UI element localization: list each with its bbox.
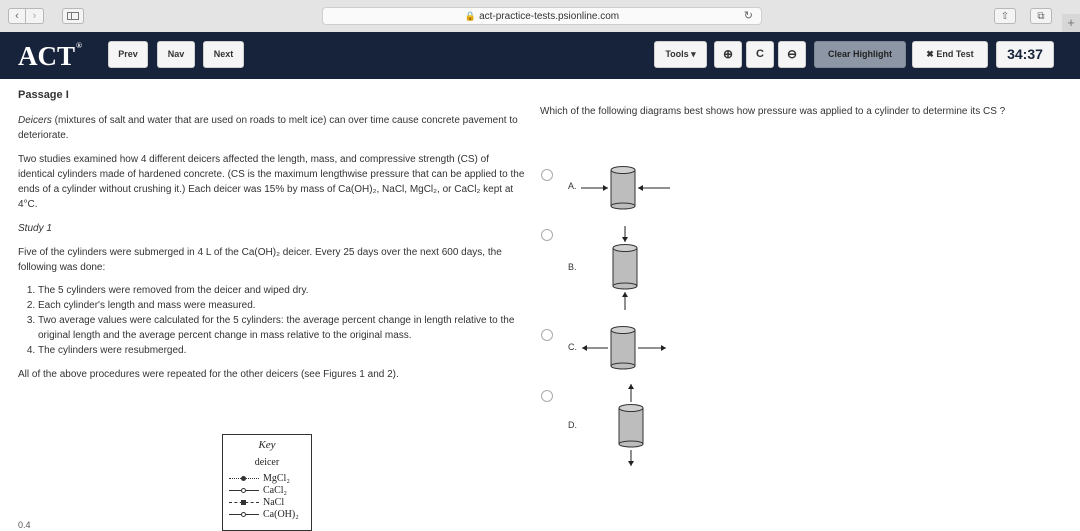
reset-zoom-icon[interactable]: C (746, 41, 774, 68)
back-icon[interactable]: ‹ (8, 8, 26, 24)
key-entry (229, 509, 299, 520)
key-label: Ca(OH)₂ (263, 509, 299, 520)
nav-button[interactable]: Nav (157, 41, 195, 68)
option-d-radio[interactable] (541, 390, 553, 402)
address-bar[interactable] (322, 7, 762, 25)
intro-text: (mixtures of salt and water that are used on roads to melt ice) can over time cause concrete pavement to deteriorate. (18, 115, 518, 141)
option-label: A. (568, 181, 577, 191)
key-entry (229, 473, 290, 484)
diagram-c (578, 324, 672, 372)
key-label: NaCl (263, 497, 285, 508)
next-button[interactable]: Next (203, 41, 244, 68)
tools-dropdown[interactable]: Tools ▾ (654, 41, 707, 68)
act-logo: ACT® (18, 41, 82, 71)
new-tab-icon[interactable]: + (1062, 14, 1080, 32)
passage-paragraph: All of the above procedures were repeated for the other deicers (see Figures 1 and 2). (18, 369, 399, 380)
key-label: CaCl₂ (263, 485, 288, 496)
passage-paragraph: Two studies examined how 4 different deicers affected the length, mass, and compressive strength (CS) of identical cylinders made of hardened concrete. (CS is the maximum lengthwise pressure that can be applied to the ends of a cylinder without crushing it.) Each deicer was 15% by mass of Ca(OH)₂, NaCl, MgCl₂, or CaCl₂ kept at 4°C. (18, 154, 525, 210)
option-label: B. (568, 262, 577, 272)
passage-panel (18, 88, 528, 382)
figure-axis-label: 0.4 (18, 520, 31, 530)
list-item: 4. The cylinders were resubmerged. (38, 343, 528, 358)
option-a-diagram[interactable] (578, 164, 678, 212)
option-label: C. (568, 342, 577, 352)
clear-highlight-button[interactable]: Clear Highlight (814, 41, 906, 68)
key-entry (229, 497, 284, 508)
question-text: Which of the following diagrams best shows how pressure was applied to a cylinder to determine its CS ? (540, 106, 1006, 117)
key-subtitle: deicer (254, 457, 280, 468)
figure-key (222, 434, 312, 531)
share-icon[interactable]: ⇧ (994, 8, 1016, 24)
passage-intro (18, 113, 528, 143)
option-d-diagram[interactable] (614, 384, 648, 468)
timer: 34:37 (996, 41, 1054, 68)
url-text: act-practice-tests.psionline.com (479, 11, 620, 22)
key-title: Key (258, 439, 276, 451)
passage-paragraph: Five of the cylinders were submerged in 4 L of the Ca(OH)₂ deicer. Every 25 days over the next 600 days, the following was done: (18, 247, 502, 273)
list-item: 3. Two average values were calculated for the 5 cylinders: the average percent change in length relative to the original length and the average percent change in mass relative to the original mass. (38, 313, 528, 343)
key-entry (229, 485, 287, 496)
zoom-out-icon[interactable]: ⊖ (778, 41, 806, 68)
zoom-in-icon[interactable]: ⊕ (714, 41, 742, 68)
option-c-radio[interactable] (541, 329, 553, 341)
option-c-diagram[interactable] (578, 324, 672, 372)
sidebar-toggle-icon[interactable] (62, 8, 84, 24)
end-test-button[interactable]: ✖ End Test (912, 41, 988, 68)
option-b-radio[interactable] (541, 229, 553, 241)
tabs-icon[interactable]: ⧉ (1030, 8, 1052, 24)
diagram-d (614, 384, 648, 468)
option-b-diagram[interactable] (608, 226, 642, 310)
study-heading: Study 1 (18, 223, 52, 234)
key-label: MgCl₂ (263, 473, 290, 484)
list-item: 2. Each cylinder's length and mass were measured. (38, 298, 528, 313)
lock-icon: 🔒 (464, 11, 477, 21)
forward-icon[interactable]: › (26, 8, 44, 24)
test-toolbar (0, 32, 1080, 79)
option-label: D. (568, 420, 577, 430)
list-item: 1. The 5 cylinders were removed from the deicer and wiped dry. (38, 283, 528, 298)
diagram-a (578, 164, 678, 212)
browser-chrome (0, 0, 1080, 33)
diagram-b (608, 226, 642, 310)
reload-icon[interactable]: ↻ (743, 10, 753, 22)
prev-button[interactable]: Prev (108, 41, 148, 68)
option-a-radio[interactable] (541, 169, 553, 181)
passage-title: Passage I (18, 89, 69, 101)
browser-nav (8, 8, 44, 24)
intro-term: Deicers (18, 115, 52, 126)
procedure-list (18, 283, 528, 358)
